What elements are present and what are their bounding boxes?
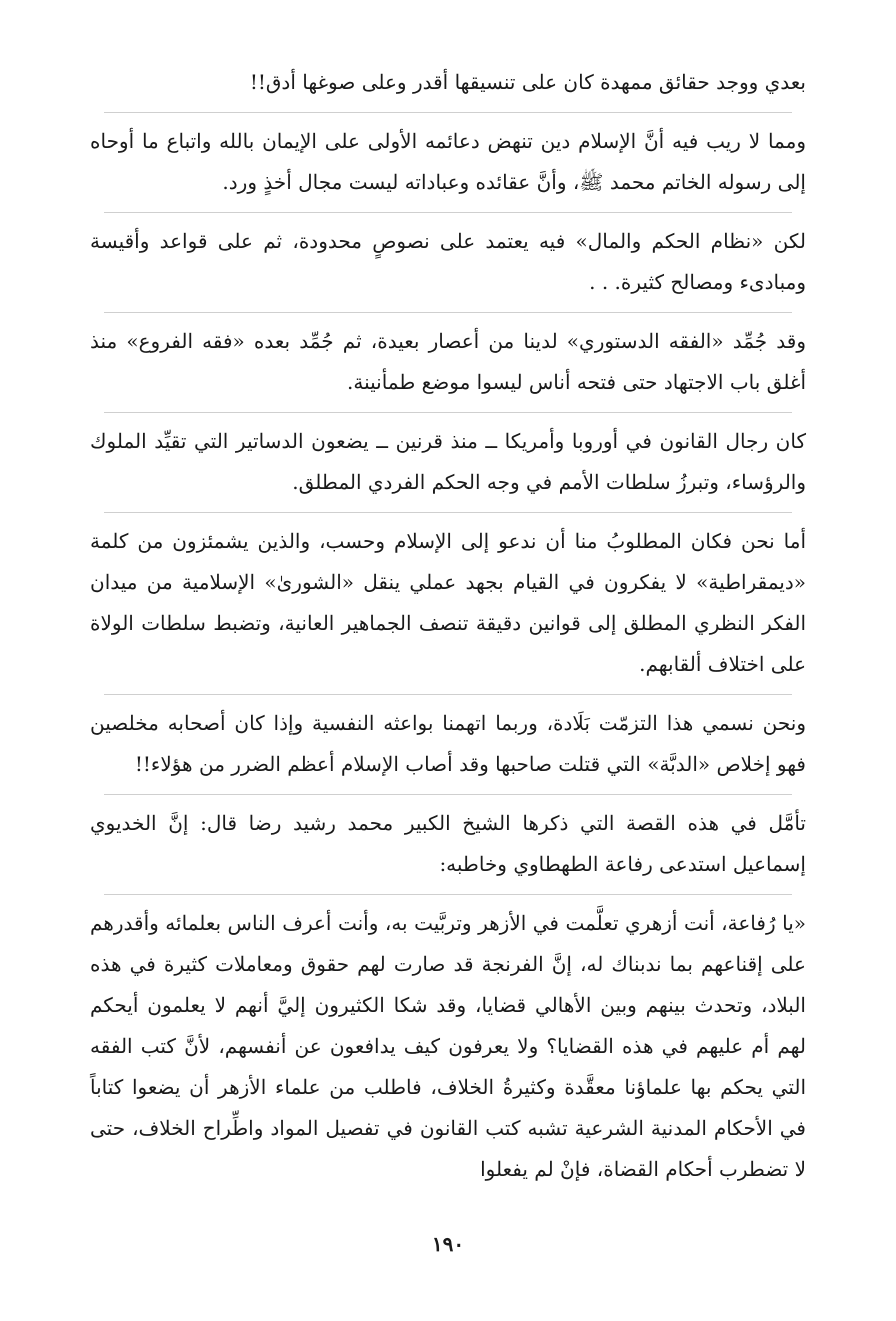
paragraph-divider (104, 412, 792, 413)
paragraph-divider (104, 794, 792, 795)
paragraph-7: ونحن نسمي هذا التزمّت بَلَادة، وربما اتهمنا بواعثه النفسية وإذا كان أصحابه مخلصين فهو إخلاص «الدبَّة» التي قتلت صاحبها وقد أصاب الإسلام أعظم الضرر من هؤلاء!! (90, 711, 806, 776)
paragraph-1: بعدي ووجد حقائق ممهدة كان على تنسيقها أقدر وعلى صوغها أدق!! (249, 70, 806, 94)
page-number: ١٩٠ (431, 1232, 465, 1256)
body-text (90, 62, 806, 1190)
paragraph-divider (104, 894, 792, 895)
paragraph-9: «يا رُفاعة، أنت أزهري تعلَّمت في الأزهر وتربَّيت به، وأنت أعرف الناس بعلمائه وأقدرهم على إقناعهم بما ندبناك له، إنَّ الفرنجة قد صارت لهم حقوق ومعاملات كثيرة في هذه البلاد، وتحدث بينهم وبين الأهالي قضايا، وقد شكا الكثيرون إليَّ أنهم لا يعلمون أيحكم لهم أم عليهم في هذه القضايا؟ ولا يعرفون كيف يدافعون عن أنفسهم، لأنَّ كتب الفقه التي يحكم بها علماؤنا معقَّدة وكثيرةُ الخلاف، فاطلب من علماء الأزهر أن يضعوا كتاباً في الأحكام المدنية الشرعية تشبه كتب القانون في تفصيل المواد واطِّراح الخلاف، حتى لا تضطرب أحكام القضاة، فإنْ لم يفعلوا (90, 911, 806, 1181)
paragraph-divider (104, 694, 792, 695)
paragraph-4: وقد جُمِّد «الفقه الدستوري» لدينا من أعصار بعيدة، ثم جُمِّد بعده «فقه الفروع» منذ أغلق باب الاجتهاد حتى فتحه أناس ليسوا موضع طمأنينة. (90, 329, 806, 394)
paragraph-divider (104, 312, 792, 313)
paragraph-divider (104, 512, 792, 513)
paragraph-3: لكن «نظام الحكم والمال» فيه يعتمد على نصوصٍ محدودة، ثم على قواعد وأقيسة ومبادىء ومصالح كثيرة. . . (90, 229, 806, 294)
paragraph-divider (104, 212, 792, 213)
paragraph-2: ومما لا ريب فيه أنَّ الإسلام دين تنهض دعائمه الأولى على الإيمان بالله واتباع ما أوحاه إلى رسوله الخاتم محمد ﷺ، وأنَّ عقائده وعباداته ليست مجال أخذٍ ورد. (90, 129, 806, 194)
paragraph-divider (104, 112, 792, 113)
paragraph-6: أما نحن فكان المطلوبُ منا أن ندعو إلى الإسلام وحسب، والذين يشمئزون من كلمة «ديمقراطية» لا يفكرون في القيام بجهد عملي ينقل «الشورىٰ» الإسلامية من ميدان الفكر النظري المطلق إلى قوانين دقيقة تنصف الجماهير العانية، وتضبط سلطات الولاة على اختلاف ألقابهم. (90, 529, 807, 676)
paragraph-5: كان رجال القانون في أوروبا وأمريكا ــ منذ قرنين ــ يضعون الدساتير التي تقيِّد الملوك والرؤساء، وتبرزُ سلطات الأمم في وجه الحكم الفردي المطلق. (90, 429, 806, 494)
paragraph-8: تأمَّل في هذه القصة التي ذكرها الشيخ الكبير محمد رشيد رضا قال: إنَّ الخديوي إسماعيل استدعى رفاعة الطهطاوي وخاطبه: (90, 811, 806, 876)
